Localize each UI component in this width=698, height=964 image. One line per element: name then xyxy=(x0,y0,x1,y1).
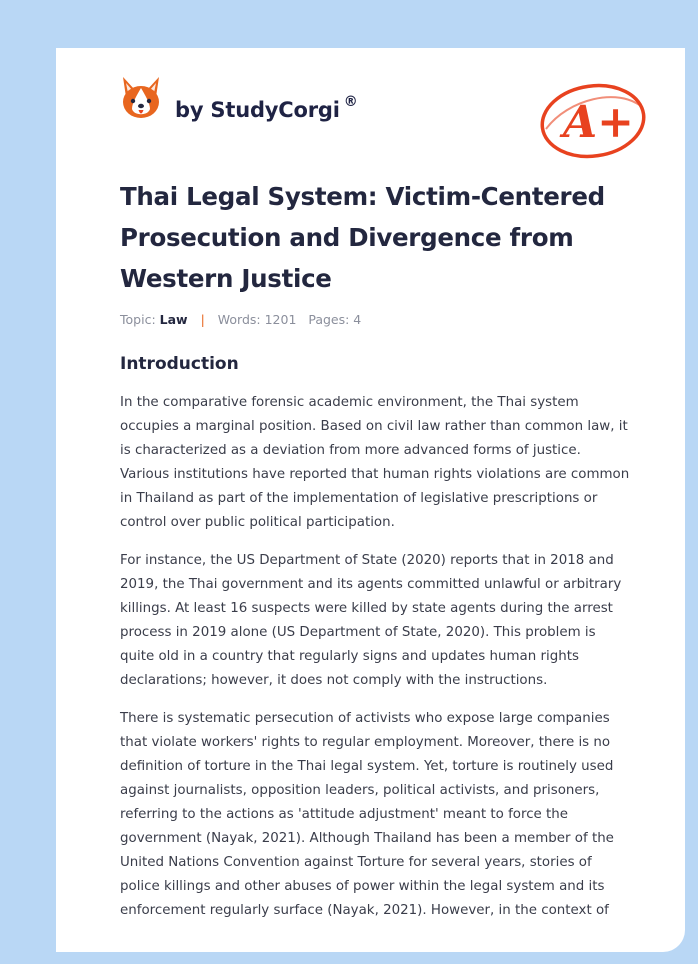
grade-text: A+ xyxy=(563,97,635,148)
topic-label: Topic: xyxy=(120,312,156,327)
grade-stamp-icon xyxy=(538,79,650,161)
paragraph: In the comparative forensic academic environment, the Thai system occupies a marginal position. Based on civil law rather than common law, it is characterized as a deviation from more advanced forms of justice. Various institutions have reported that human rights violations are common in Thailand as part of the implementation of legislative prescriptions or control over public political participation. xyxy=(120,395,630,530)
meta-separator: | xyxy=(200,312,205,327)
section-heading: Introduction xyxy=(120,354,239,374)
page-count: Pages: 4 xyxy=(308,312,362,327)
article-body xyxy=(120,391,632,937)
corgi-logo-icon xyxy=(120,75,162,121)
brand-name-text: by StudyCorgi xyxy=(175,98,340,122)
page-title: Thai Legal System: Victim-Centered Prosecution and Divergence from Western Justice xyxy=(120,182,605,293)
page-header xyxy=(120,75,660,148)
article-meta xyxy=(120,312,361,327)
paragraph: For instance, the US Department of State (2020) reports that in 2018 and 2019, the Thai government and its agents committed unlawful or arbitrary killings. At least 16 suspects were killed by state agents during the arrest process in 2019 alone (US Department of State, 2020). This problem is quite old in a country that regularly signs and updates human rights declarations; however, it does not comply with the instructions. xyxy=(120,553,622,688)
topic-link[interactable]: Law xyxy=(159,312,188,327)
document-page xyxy=(56,48,685,952)
brand-name xyxy=(175,94,358,122)
registered-mark: ® xyxy=(343,94,358,110)
paragraph: There is systematic persecution of activists who expose large companies that violate workers' rights to regular employment. Moreover, there is no definition of torture in the Thai legal system. Yet, torture is routinely used against journalists, opposition leaders, political activists, and prisoners, referring to the actions as 'attitude adjustment' meant to force the government (Nayak, 2021). Although Thailand has been a member of the United Nations Convention against Torture for several years, stories of police killings and other abuses of power within the legal system and its enforcement regularly surface (Nayak, 2021). However, in the context of xyxy=(120,711,614,918)
word-count: Words: 1201 xyxy=(217,312,297,327)
